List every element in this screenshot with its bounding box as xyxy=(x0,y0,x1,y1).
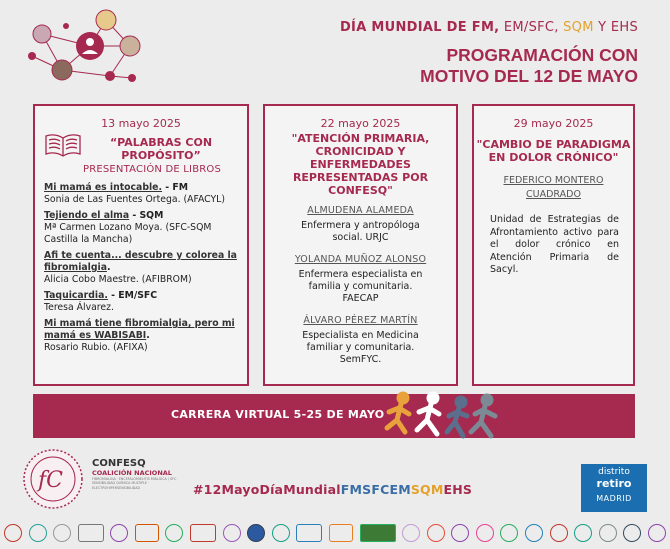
partner-logo xyxy=(53,524,71,542)
partner-logo xyxy=(648,524,666,542)
partner-logos xyxy=(4,519,666,547)
open-book-icon xyxy=(43,132,83,160)
partner-logo xyxy=(500,524,518,542)
event-title: "ATENCIÓN PRIMARIA, CRONICIDAD Y ENFERMEDADES REPRESENTADAS POR CONFESQ" xyxy=(291,132,430,197)
book-entry: Mi mamá tiene fibromialgia, pero mi mamá es WABISABI. Rosario Rubio. (AFIXA) xyxy=(44,318,235,353)
partner-logo xyxy=(550,524,568,542)
event-subtitle: PRESENTACIÓN DE LIBROS xyxy=(82,164,222,175)
book-entry: Tejiendo el alma - SQM Mª Carmen Lozano Moya. (SFC-SQM Castilla la Mancha) xyxy=(44,210,212,245)
event-card-primary-care xyxy=(263,104,458,386)
speaker-description: Especialista en Medicina familiar y comunitaria. SemFYC. xyxy=(302,330,419,365)
book-entry: Afi te cuenta... descubre y colorea la fibromialgia. Alicia Cobo Maestre. (AFIBROM) xyxy=(44,250,237,285)
partner-logo xyxy=(296,524,322,542)
campaign-hashtag: #12MayoDíaMundialFMSFCEMSQMEHS xyxy=(193,482,473,497)
partner-logo xyxy=(78,524,104,542)
partner-logo xyxy=(110,524,128,542)
partner-logo xyxy=(402,524,420,542)
event-card-books xyxy=(33,104,249,386)
partner-logo xyxy=(223,524,241,542)
partner-logo xyxy=(525,524,543,542)
event-date: 29 mayo 2025 xyxy=(513,117,594,130)
partner-logo xyxy=(476,524,494,542)
distrito-retiro-logo: distrito retiro MADRID xyxy=(581,464,647,512)
partner-logo xyxy=(29,524,47,542)
partner-logo xyxy=(574,524,592,542)
page-header xyxy=(340,20,638,87)
partner-logo xyxy=(165,524,183,542)
speaker-description: Unidad de Estrategias de Afrontamiento activo para el dolor crónico en Atención Primaria de Sacyl. xyxy=(490,214,619,275)
network-avatars-graphic xyxy=(22,6,152,96)
event-title: "CAMBIO DE PARADIGMA EN DOLOR CRÓNICO" xyxy=(476,138,631,164)
partner-logo xyxy=(190,524,216,542)
virtual-race-label: CARRERA VIRTUAL 5-25 DE MAYO xyxy=(171,408,385,421)
speaker-name: ALMUDENA ALAMEDA xyxy=(307,205,414,216)
speaker-name: YOLANDA MUÑOZ ALONSO xyxy=(294,254,427,265)
partner-logo xyxy=(329,524,353,542)
partner-logo xyxy=(360,524,396,542)
book-entry: Mi mamá es intocable. - FM Sonia de Las Fuentes Ortega. (AFACYL) xyxy=(44,182,225,205)
partner-logo xyxy=(599,524,617,542)
speaker-description: Enfermera especialista en familia y comunitaria. FAECAP xyxy=(298,269,423,304)
partner-logo xyxy=(135,524,159,542)
event-card-chronic-pain xyxy=(472,104,635,386)
partner-logo xyxy=(272,524,290,542)
page-title: PROGRAMACIÓN CON MOTIVO DEL 12 DE MAYO xyxy=(420,45,638,86)
speaker-name: FEDERICO MONTERO CUADRADO xyxy=(503,175,604,200)
svg-text:fC: fC xyxy=(38,468,63,493)
confesq-wordmark: CONFESQ COALICIÓN NACIONAL FIBROMIALGIA · ENCEFALOMIELITIS MIÁLGICA / SFC · SENSIBILIDAD QUÍMICA MÚLTIPLE · ELECTROHIPERSENSIBILIDAD xyxy=(92,458,179,490)
virtual-race-banner xyxy=(33,394,635,438)
runners-graphic xyxy=(383,390,503,446)
partner-logo xyxy=(623,524,641,542)
book-entry: Taquicardia. - EM/SFC Teresa Álvarez. xyxy=(44,290,158,313)
speaker-name: ÁLVARO PÉREZ MARTÍN xyxy=(303,315,418,326)
partner-logo xyxy=(427,524,445,542)
partner-logo xyxy=(247,524,265,542)
event-title: “PALABRAS CON PROPÓSITO” xyxy=(109,136,213,162)
event-date: 13 mayo 2025 xyxy=(101,117,181,130)
partner-logo xyxy=(4,524,22,542)
partner-logo xyxy=(451,524,469,542)
header-subtitle: DÍA MUNDIAL DE FM, EM/SFC, SQM Y EHS xyxy=(339,20,638,35)
confesq-logo xyxy=(18,447,88,511)
speaker-description: Enfermera y antropóloga social. URJC xyxy=(301,220,420,243)
event-date: 22 mayo 2025 xyxy=(320,117,401,130)
